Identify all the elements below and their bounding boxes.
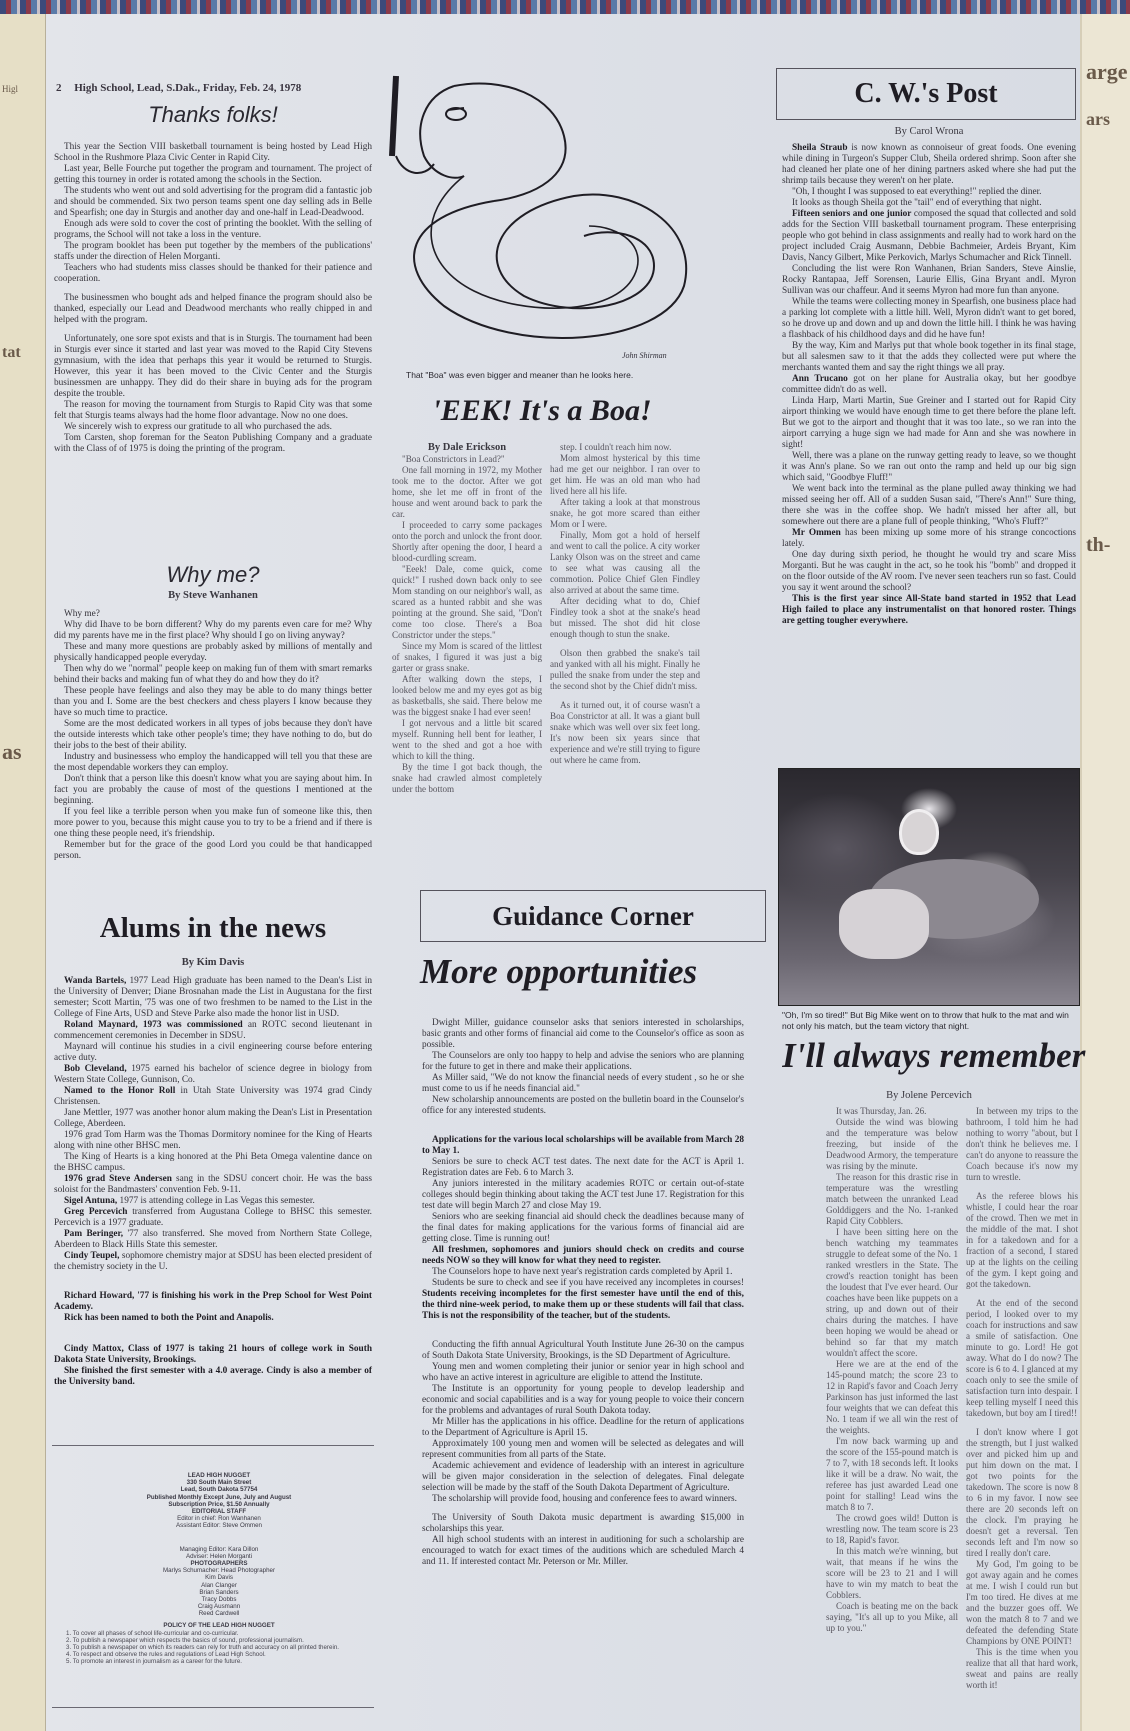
paragraph: Remember but for the grace of the good Lord you could be that handicapped person.	[54, 840, 372, 861]
byline: By Kim Davis	[181, 957, 245, 968]
paragraph: 1976 grad Steve Andersen sang in the SDSU concert choir. He was the bass soloist for the Bandmasters' convention Feb. 9-11.	[54, 1174, 373, 1195]
eek-column-2	[550, 442, 700, 766]
paragraph: One day during sixth period, he thought he would try and scare Miss Morganti. But he was caught in the act, so he took his "bomb" and dropped it on the floor outside of the AV room. I've never seen teachers run so fast. Could you say it went around the school?	[782, 550, 1076, 593]
paragraph: Why me?	[64, 609, 100, 619]
paragraph: Academic achievement and evidence of leadership with an interest in agriculture will be given major consideration in the selection of delegates. Final delegate selection will be made by the staff of the South Dakota Department of Agriculture.	[422, 1461, 744, 1493]
paragraph: Enough ads were sold to cover the cost of printing the booklet. With the selling of programs, the School will not take a loss in the venture.	[54, 219, 372, 240]
wrestling-photo	[778, 768, 1080, 1006]
paragraph: Pam Beringer, '77 also transferred. She moved from Northern State College, Aberdeen to Black Hills State this semester.	[54, 1229, 372, 1250]
adjacent-page-left	[0, 14, 46, 1731]
policy-item: 2. To publish a newspaper which respects the basics of sound, professional journalism.	[66, 1636, 304, 1644]
fragment: arge	[1086, 59, 1128, 84]
paragraph: The Institute is an opportunity for young people to develop leadership and economic and social capabilities and is a way for young people to voice their concern for the problems and advantages of rural South Dakota today.	[422, 1384, 744, 1416]
masthead-line: Alan Clanger	[201, 1581, 237, 1589]
masthead-line: 330 South Main Street	[186, 1479, 252, 1487]
cw-post-article	[782, 126, 1076, 627]
paragraph: Unfortunately, one sore spot exists and that is in Sturgis. The tournament had been in Sturgis ever since it started and last year was moved to the Rapid City Stevens gymnasium, with the idea that perhaps this year it would be returned to Sturgis. However, this year it has been moved to the Civic Center and the Sturgis businessmen are unhappy. They did do their share in buying ads for the program despite the trouble.	[54, 334, 372, 399]
thanks-article	[54, 102, 372, 455]
paragraph: Greg Percevich transferred from Augustana College to BHSC this semester. Percevich is a 1977 graduate.	[54, 1207, 372, 1228]
paragraph: Some are the most dedicated workers in all types of jobs because they don't have the outside interests which take other people's time; they have nothing to do, but do their jobs to the best of their ability.	[54, 719, 372, 751]
paragraph: Jane Mettler, 1977 was another honor alum making the Dean's List in Presentation College, Aberdeen.	[54, 1108, 372, 1129]
paragraph: My God, I'm going to be got away again and he comes at me. I wish I could run but I'm too tired. He dives at me and the buzzer goes off. We won the match 8 to 7 and we defeated the defending State Champions by ONE POINT!	[966, 1559, 1078, 1646]
guidance-body	[422, 1018, 744, 1568]
guidance-corner-box: Guidance Corner	[420, 890, 766, 942]
article-title: More opportunities	[420, 952, 698, 991]
paragraph: As the referee blows his whistle, I could hear the roar of the crowd. Then we met in the middle of the mat. I shot in for a takedown and for a fraction of a second, I stared up at the lights on the ceiling of the gym. I kept going and got the takedown.	[966, 1191, 1078, 1289]
article-title: Alums in the news	[99, 912, 327, 944]
masthead-heading: PHOTOGRAPHERS	[190, 1560, 248, 1568]
paragraph: Any juniors interested in the military academies ROTC or certain out-of-state colleges should begin thinking about taking the ACT test June 17. Registration for this test date will begin March 27 and close May 19.	[422, 1179, 744, 1211]
masthead-line: Lead, South Dakota 57754	[180, 1486, 258, 1494]
paragraph: I'm now back warming up and the score of the 155-pound match is 7 to 7, with 18 seconds left. It looks like it will be a draw. No wait, the referee has just awarded Lead one point for stalling! Lead wins the match 8 to 7.	[826, 1436, 958, 1512]
snake-drawing-icon	[384, 66, 700, 366]
paragraph: Rick has been named to both the Point and Anapolis.	[64, 1313, 274, 1323]
paragraph: Cindy Mattox, Class of 1977 is taking 21 hours of college work in South Dakota State University, Brookings.	[54, 1344, 372, 1365]
paragraph: At the end of the second period, I looked over to my coach for instructions and saw a smile of satisfaction. One minute to go. Lord! He got away. What do I do now? The score is 6 to 4. I glanced at my coach only to see the smile of satisfaction turn into despair. I keep telling myself I need this takedown, but boy am I tired!!	[966, 1298, 1078, 1418]
masthead-line: Adviser: Helen Morganti	[185, 1552, 253, 1560]
paragraph: By the way, Kim and Marlys put that whole book together in its final stage, but all salesmen saw to it that the adds they collected were put where the merchants wanted them and say the right things we all pray.	[782, 341, 1076, 373]
paragraph: The students who went out and sold advertising for the program did a fantastic job and should be commended. Six two person teams spent one day selling ads in Belle and Spearfish; one day in Sturgis and another day and one-half in Lead-Deadwood.	[54, 186, 372, 218]
policy-item: 5. To promote an interest in journalism as a career for the future.	[66, 1657, 242, 1665]
snake-illustration	[384, 66, 700, 366]
paragraph: Seniors be sure to check ACT test dates. The next date for the ACT is April 1. Registration dates are Feb. 6 to March 3.	[422, 1157, 744, 1178]
paragraph: Last year, Belle Fourche put together the program and tournament. The project of getting this tourney in order is rotated among the schools in the Section.	[54, 164, 372, 185]
paragraph: The crowd goes wild! Dutton is wrestling now. The team score is 23 to 18, Rapid's favor.	[826, 1513, 958, 1545]
paragraph: It was Thursday, Jan. 26.	[836, 1106, 927, 1116]
illustration-caption: That "Boa" was even bigger and meaner than he looks here.	[406, 370, 634, 380]
paragraph: The reason for moving the tournament from Sturgis to Rapid City was that some felt that Sturgis teams always had the home floor advantage. Now no one does.	[54, 400, 372, 421]
masthead-line: Brian Sanders	[199, 1588, 239, 1596]
byline: By Steve Wanhanen	[168, 590, 258, 601]
paragraph: I don't know where I got the strength, but I just walked over and picked him up and put him down on the mat. I got two points for the takedown. The score is now 8 to 6 in my favor. I now see there are 20 seconds left on the clock. I'm praying he doesn't get a reversal. Ten seconds left and I'm now so tired I really don't care.	[966, 1427, 1078, 1558]
paragraph: I got nervous and a little bit scared myself. Running hell bent for leather, I went to the shed and got a hoe with which to kill the thing.	[392, 718, 542, 761]
paragraph: Dwight Miller, guidance counselor asks that seniors interested in scholarships, basic grants and other forms of financial aid come to the Counselor's office as soon as possible.	[422, 1018, 744, 1050]
article-body	[54, 609, 372, 862]
paragraph: She finished the first semester with a 4.0 average. Cindy is also a member of the University band.	[54, 1366, 372, 1387]
paragraph: Maynard will continue his studies in a civil engineering course before entering active duty.	[54, 1042, 372, 1063]
paragraph: Sheila Straub is now known as connoiseur of great foods. One evening while dining in Turgeon's Supper Club, Sheila ordered shrimp. Soon after she had cleaned her plate one of her dining partners asked where she had put the shrimp tails because they weren't on her plate.	[782, 143, 1076, 186]
fragment: as	[2, 739, 22, 764]
paragraph: Outside the wind was blowing and the temperature was below freezing, but inside of the Deadwood Armory, the temperature was rising by the minute.	[826, 1117, 958, 1171]
masthead-line: Editor in chief: Ron Wanhanen	[177, 1515, 261, 1523]
alums-article	[54, 912, 372, 1388]
paragraph: Conducting the fifth annual Agricultural Youth Institute June 26-30 on the campus of South Dakota State University, Brookings, is the SD Department of Agriculture.	[422, 1340, 744, 1361]
remember-column-1	[826, 1106, 958, 1634]
fragment: ars	[1086, 109, 1110, 129]
paragraph: New scholarship announcements are posted on the bulletin board in the Counselor's office for any interested students.	[422, 1095, 744, 1116]
paragraph: Cindy Teupel, sophomore chemistry major at SDSU has been elected president of the chemistry society in the U.	[54, 1251, 372, 1272]
paragraph: All high school students with an interest in auditioning for such a scholarship are encouraged to watch for exact times of the auditions which are scheduled March 4 and 11. If interested contact Mr. Peterson or Mr. Miller.	[422, 1535, 744, 1567]
masthead-line: Reed Cardwell	[198, 1610, 240, 1618]
paragraph: Ann Trucano got on her plane for Australia okay, but her goodbye committee didn't do as well.	[782, 374, 1076, 395]
paragraph: In this match we're winning, but wait, that means if he wins the score will be 23 to 21 and I will have to win my match to beat the Cobblers.	[826, 1546, 958, 1600]
paragraph: As it turned out, it of course wasn't a Boa Constrictor at all. It was a giant bull snake which was well over six feet long. It's now been six years since that experience and we're still trying to figure out where he came from.	[550, 700, 700, 765]
paragraph: Named to the Honor Roll in Utah State University was 1974 grad Cindy Christensen.	[54, 1086, 372, 1107]
paragraph: By the time I got back though, the snake had crawled almost completely under the bottom	[392, 762, 542, 794]
paragraph: Coach is beating me on the back saying, "It's all up to you Mike, all up to you."	[826, 1601, 958, 1633]
paragraph: 1976 grad Tom Harm was the Thomas Dormitory nominee for the King of Hearts along with nine other BHSC men.	[54, 1130, 372, 1151]
paragraph: While the teams were collecting money in Spearfish, one business place had a parking lot complete with a little hill. Well, Myron didn't want to get bored, so he drove up and down and up and down the little hill. I think he was having a flashback of his childhood days and did he have fun!	[782, 297, 1076, 340]
masthead-line: Craig Ausmann	[197, 1603, 241, 1611]
divider	[52, 1445, 374, 1446]
byline: By Carol Wrona	[894, 126, 964, 137]
masthead-line: Kim Davis	[205, 1574, 233, 1582]
paragraph: The reason for this drastic rise in temperature was the wrestling match between the unranked Lead Golddiggers and the No. 1-ranked Rapid City Cobblers.	[826, 1172, 958, 1226]
paragraph: Young men and women completing their junior or senior year in high school and who have an active interest in agriculture are eligible to attend the Institute.	[422, 1362, 744, 1383]
paragraph: Here we are at the end of the 145-pound match; the score 23 to 12 in Rapid's favor and Coach Jerry Parkinson has just informed the last four weights that we can defeat this No. 1 team if we all win the rest of the weights.	[826, 1359, 958, 1435]
fragment: th-	[1086, 534, 1111, 556]
wrestler-opponent	[839, 889, 929, 959]
paragraph: The scholarship will provide food, housing and conference fees to award winners.	[432, 1494, 737, 1504]
paragraph: Tom Carsten, shop foreman for the Seaton Publishing Company and a graduate with the Class of of 1975 is doing the printing of the program.	[54, 433, 372, 454]
paragraph: After walking down the steps, I looked below me and my eyes got as big as basketballs, she said. There below me was the biggest snake I had ever seen!	[392, 674, 542, 717]
paragraph: Linda Harp, Marti Martin, Sue Greiner and I started out for Rapid City airport thinking we would have enough time to get there before the plane left. But we got to the airport and thought that it was too late., so we ran into the airport carrying a huge sign we had made for Ann and she was nowhere in sight!	[782, 396, 1076, 450]
paragraph: Fifteen seniors and one junior composed the squad that collected and sold adds for the Section VIII basketball tournament program. These enterprising people who got behind in class assignments and really had to work hard on the project included Craig Ausmann, Debbie Bachmeier, Ardeis Bryant, Kim Davis, Nancy Gilbert, Mike Perkovich, Marlys Schumacher and Rick Tinnell.	[782, 209, 1076, 263]
paragraph: The Counselors hope to have next year's registration cards completed by April 1.	[432, 1267, 733, 1277]
masthead-line: Managing Editor: Kara Dillon	[179, 1545, 259, 1553]
paragraph: After taking a look at that monstrous snake, he got more scared than either Mom or I were.	[550, 497, 700, 529]
fragment: Higl	[2, 84, 19, 94]
paragraph: Applications for the various local scholarships will be available from March 28 to May 1.	[422, 1135, 744, 1156]
paragraph: Bob Cleveland, 1975 earned his bachelor of science degree in biology from Western State College, Gunnison, Co.	[54, 1064, 372, 1085]
paragraph: One fall morning in 1972, my Mother took me to the doctor. After we got home, she let me off in front of the house and went around back to park the car.	[392, 465, 542, 519]
masthead-heading: POLICY OF THE LEAD HIGH NUGGET	[163, 1621, 275, 1629]
paragraph: These people have feelings and also they may be able to do many things better than you and I. Some are the best checkers and chess players I know because they have so much time to practice.	[54, 686, 372, 718]
masthead-line: Assistant Editor: Steve Ommen	[176, 1522, 262, 1530]
paragraph: This is the first year since All-State band started in 1952 that Lead High failed to place any instrumentalist on that honored roster. Things are getting tougher everywhere.	[782, 594, 1076, 626]
why-me-article	[54, 562, 372, 862]
paragraph: Don't think that a person like this doesn't know what you are saying about him. In fact you are probably the cause of most of the questions I mentioned at the beginning.	[54, 774, 372, 806]
paragraph: Olson then grabbed the snake's tail and yanked with all his might. Finally he pulled the snake from under the step and the second shot by the Chief didn't miss.	[550, 648, 700, 691]
paragraph: Mr Ommen has been mixing up some more of his strange concoctions lately.	[782, 528, 1076, 549]
adjacent-page-right	[1080, 14, 1130, 1731]
article-title: Thanks folks!	[148, 102, 278, 127]
policy-item: 1. To cover all phases of school life-curricular and co-curricular.	[66, 1629, 239, 1637]
paragraph: "Oh, I thought I was supposed to eat everything!" replied the diner.	[792, 187, 1042, 197]
page-number: 2	[56, 82, 62, 94]
paragraph: Teachers who had students miss classes should be thanked for their patience and cooperation.	[54, 263, 372, 284]
paragraph: Well, there was a plane on the runway getting ready to leave, so we thought it was Ann's plane. So we ran out onto the ramp and held up our big sign which said, "Goodbye Fluff!"	[782, 451, 1076, 483]
paragraph: Mom almost hysterical by this time had me get our neighbor. I ran over to get him. He was an old man who had lived here all his life.	[550, 453, 700, 496]
masthead-line: Published Monthly Except June, July and August	[146, 1493, 292, 1501]
newspaper-page	[46, 14, 1086, 1731]
paragraph: We went back into the terminal as the plane pulled away thinking we had missed seeing her off. All of a sudden Susan said, "There's Ann!" Sure thing, there she was in the coffee shop. We hadn't missed her after all, but somewhere out there are a plane full of people thinking, "Who's Fluff?"	[782, 484, 1076, 527]
paragraph: Mr Miller has the applications in his office. Deadline for the return of applications to the Department of Agriculture is April 15.	[422, 1417, 744, 1438]
masthead-line: LEAD HIGH NUGGET	[187, 1472, 251, 1479]
paragraph: The King of Hearts is a king honored at the Phi Beta Omega valentine dance on the BHSC campus.	[54, 1152, 372, 1173]
paragraph: Since my Mom is scared of the littlest of snakes, I figured it was just a big garter or grass snake.	[392, 641, 542, 673]
article-body	[782, 143, 1076, 627]
article-title: Why me?	[166, 562, 260, 587]
paragraph: We sincerely wish to express our gratitude to all who purchased the ads.	[64, 422, 333, 432]
masthead-line: Marlys Schumacher: Head Photographer	[162, 1567, 276, 1575]
masthead-line: EDITORIAL STAFF	[191, 1508, 247, 1516]
paragraph: Richard Howard, '77 is finishing his work in the Prep School for West Point Academy.	[54, 1291, 372, 1312]
paragraph: Students be sure to check and see if you have received any incompletes in courses! Students receiving incompletes for the first semester have until the end of this, the third nine-week period, to make them up or these students will fail that class. This is not the responsibility of the teacher, but of the students.	[422, 1278, 744, 1321]
paragraph: The Counselors are only too happy to help and advise the seniors who are planning for the future to get in there and make their applications.	[422, 1051, 744, 1072]
paragraph: Finally, Mom got a hold of herself and went to call the police. A city worker Lanky Olson was on the street and came to see what was causing all the commotion. Police Chief Glen Findley also arrived at about the same time.	[550, 530, 700, 595]
paragraph: If you feel like a terrible person when you make fun of someone like this, then more power to you, because this might cause you to try to be a friend and if there is one thing these people need, it's friendship.	[54, 807, 372, 839]
paragraph: The businessmen who bought ads and helped finance the program should also be thanked, especially our Lead and Deadwood merchants who really chipped in and helped with the program.	[54, 293, 372, 325]
article-title: 'EEK! It's a Boa!	[432, 394, 652, 427]
byline: By Jolene Percevich	[886, 1090, 972, 1101]
paragraph: This year the Section VIII basketball tournament is being hosted by Lead High School in the Rushmore Plaza Civic Center in Rapid City.	[54, 142, 372, 163]
folio-line: High School, Lead, S.Dak., Friday, Feb. 24, 1978	[74, 82, 302, 94]
folio	[56, 82, 311, 94]
remember-column-2	[966, 1106, 1078, 1706]
paragraph: Sigel Antuna, 1977 is attending college in Las Vegas this semester.	[64, 1196, 315, 1206]
paragraph: This is the time when you realize that all that hard work, sweat and pains are really worth it!	[966, 1647, 1078, 1690]
paragraph: "Boa Constrictors in Lead?"	[402, 454, 505, 464]
policy-item: 4. To respect and observe the rules and regulations of Lead High School.	[66, 1650, 266, 1658]
paragraph: Why did Ihave to be born different? Why do my parents even care for me? Why did my parents have me in the first place? Why should I go on living anyway?	[54, 620, 372, 641]
paragraph: I proceeded to carry some packages onto the porch and unlock the front door. Shortly after opening the door, I heard a blood-curdling scream.	[392, 520, 542, 563]
svg-text:John Shirman: John Shirman	[622, 351, 667, 360]
paragraph: In between my trips to the bathroom, I told him he had nothing to worry "about, but I don't think he believes me. I can't do anyone to reassure the Coach because it's now my turn to wrestle.	[966, 1106, 1078, 1182]
byline: By Dale Erickson	[427, 442, 507, 453]
divider	[52, 1707, 374, 1708]
wrestler-head	[899, 809, 939, 855]
paragraph: Wanda Bartels, 1977 Lead High graduate has been named to the Dean's List in the University of Denver; Diane Brosnahan made the List in Augustana for the first semester; Scott Martin, '75 was one of two freshmen to be named to the List in the College of Fine Arts, USD and Steve Parke also made the honor list in USD.	[54, 976, 372, 1019]
paragraph: Seniors who are seeking financial aid should check the deadlines because many of the final dates for making applications for the various forms of financial aid are getting close. Time is running out!	[422, 1212, 744, 1244]
paragraph: The program booklet has been put together by the members of the publications' staffs under the direction of Helen Morganti.	[54, 241, 372, 262]
paragraph: After deciding what to do, Chief Findley took a shot at the snake's head but missed. The shot did hit close enough though to stun the snake.	[550, 596, 700, 639]
paragraph: The University of South Dakota music department is awarding $15,000 in scholarships this year.	[422, 1513, 744, 1534]
photo-caption: "Oh, I'm so tired!" But Big Mike went on to throw that hulk to the mat and win not only his match, but the team victory that night.	[782, 1010, 1069, 1031]
paragraph: Roland Maynard, 1973 was commissioned an ROTC second lieutenant in commencement ceremonies in December in SDSU.	[54, 1020, 372, 1041]
policy-list	[66, 1630, 372, 1665]
masthead-line: Tracy Dobbs	[201, 1596, 237, 1604]
paragraph: As Miller said, "We do not know the financial needs of every student , so he or she must come to us if he needs financial aid."	[422, 1073, 744, 1094]
masthead-line: Subscription Price, $1.50 Annually	[168, 1500, 270, 1508]
paragraph: step. I couldn't reach him now.	[560, 442, 672, 452]
paragraph: It looks as though Sheila got the "tail" end of everything that night.	[792, 198, 1042, 208]
masthead	[66, 1472, 372, 1665]
paragraph: Industry and businessess who employ the handicapped will tell you that these are the most dependable workers they can employ.	[54, 752, 372, 773]
cw-post-box: C. W.'s Post	[776, 68, 1076, 120]
paragraph: All freshmen, sophomores and juniors should check on credits and course needs NOW so they will know for what they need to register.	[422, 1245, 744, 1266]
paragraph: Concluding the list were Ron Wanhanen, Brian Sanders, Steve Ainslie, Rocky Rantapaa, Jeff Sorensen, Laurie Ellis, Gina Bryant andI. Myron Sullivan was our chaffeur. And it seems Myron had more fun than anyone.	[782, 264, 1076, 296]
paragraph: These and many more questions are probably asked by millions of mentally and physically handicapped people everyday.	[54, 642, 372, 663]
article-title: I'll always remember	[782, 1036, 1086, 1075]
article-body	[54, 142, 372, 455]
fragment: tat	[2, 344, 21, 361]
article-body	[54, 976, 372, 1388]
policy-item: 3. To publish a newspaper on which its readers can rely for truth and accuracy on all printed therein.	[66, 1643, 339, 1651]
eek-column-1	[392, 442, 542, 795]
paragraph: I have been sitting here on the bench watching my teammates struggle to defeat some of the No. 1 ranked wrestlers in the State. The crowd's reaction tonight has been the loudest that I've ever heard. Our coaches have been like puppets on a string, up and down out of their chairs during the matches. I have been hoping we would be ahead or behind so far that my match wouldn't affect the score.	[826, 1227, 958, 1358]
paragraph: Approximately 100 young men and women will be selected as delegates and will represent communities from all parts of the State.	[422, 1439, 744, 1460]
paragraph: "Eeek! Dale, come quick, come quick!" I rushed down back only to see Mom standing on our neighbor's wall, as scared as a hunted rabbit and she was pointing at the ground. She said, "Don't come too close. There's a Boa Constrictor under the steps."	[392, 564, 542, 640]
paragraph: Then why do we "normal" people keep on making fun of them with smart remarks behind their backs and making fun of what they do and how they do it?	[54, 664, 372, 685]
